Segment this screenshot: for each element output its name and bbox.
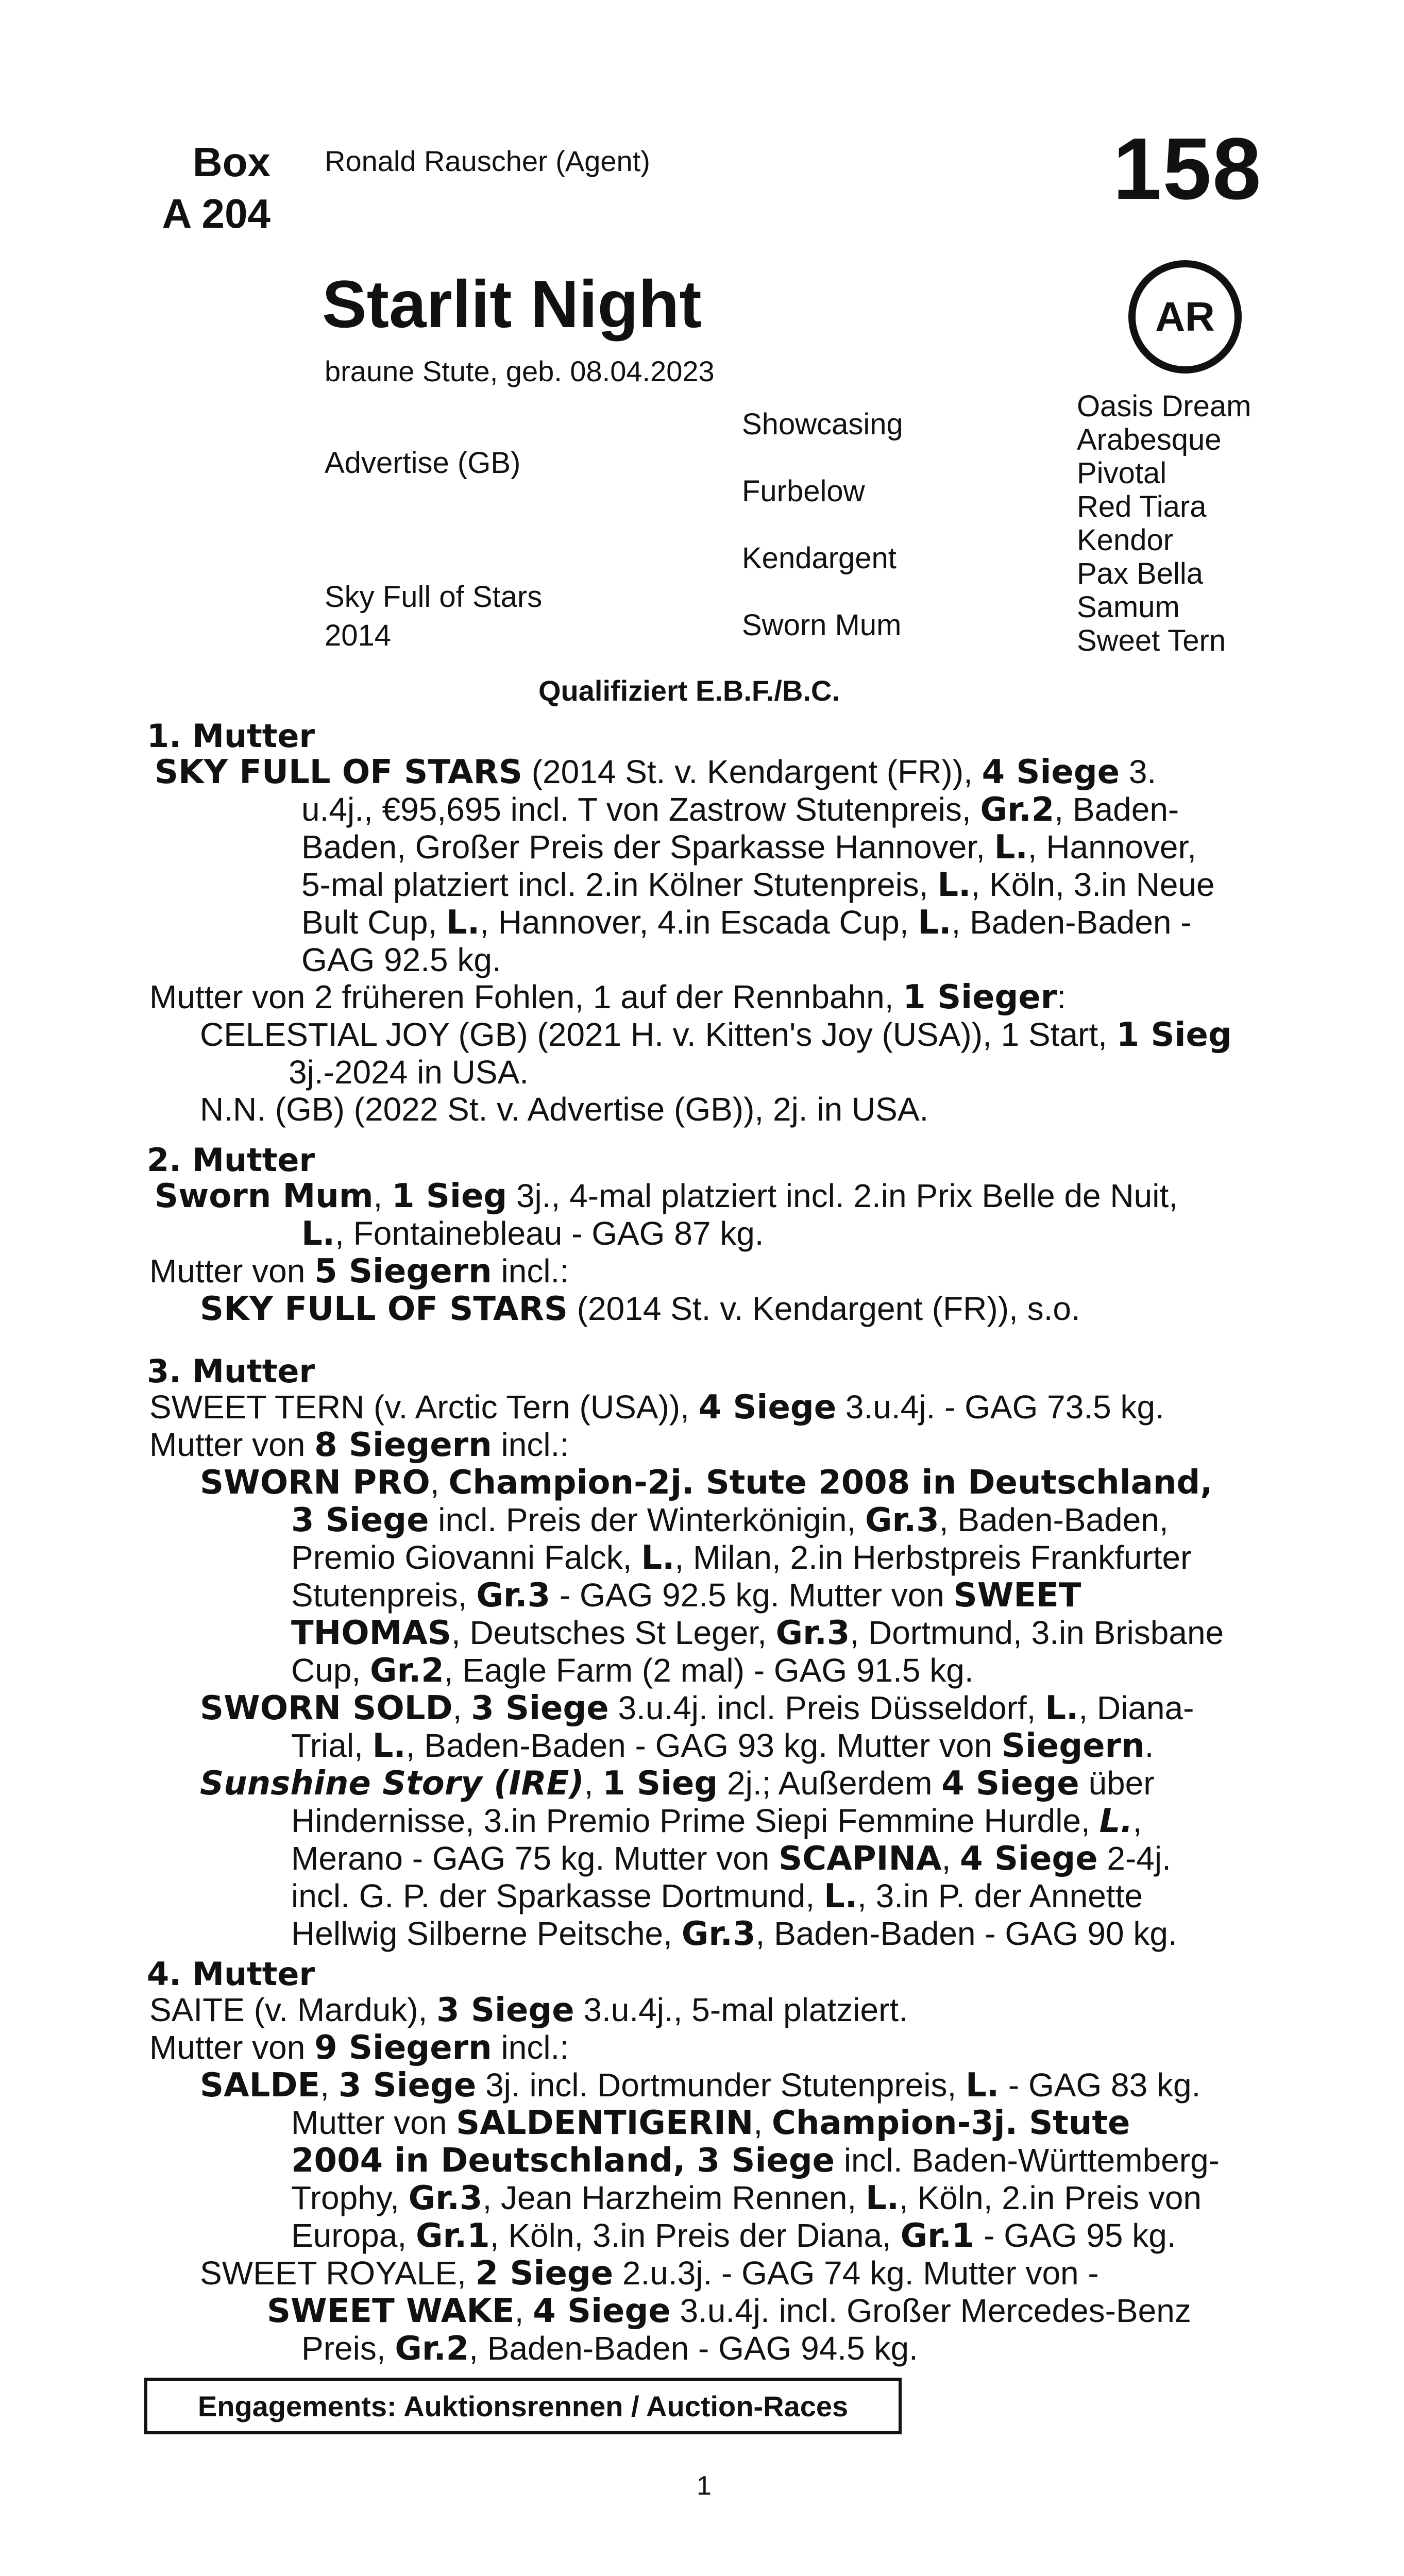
text: , Baden-Baden - GAG 93 kg. Mutter von	[405, 1727, 1002, 1764]
text: ,	[430, 1464, 449, 1501]
wins: 2 Siege	[475, 2255, 614, 2293]
m2-line	[155, 1215, 1262, 1252]
engagements-box	[144, 2378, 902, 2434]
text: , Fontainebleau - GAG 87 kg.	[335, 1215, 764, 1252]
wins: 4 Siege	[982, 753, 1120, 791]
m2-line	[155, 1177, 1262, 1215]
text: incl. Preis der Winterkönigin,	[429, 1501, 865, 1538]
text: Trial,	[291, 1727, 373, 1764]
m4-line	[149, 1991, 1262, 2029]
pedigree-dam: Sky Full of Stars	[325, 580, 543, 614]
pedigree-grandparent: Furbelow	[742, 474, 865, 508]
text: , Baden-Baden - GAG 94.5 kg.	[469, 2330, 918, 2367]
engagements-text: Engagements: Auktionsrennen / Auction-Races	[197, 2389, 849, 2422]
section-m2	[149, 1177, 1262, 1328]
text: Mutter von	[291, 2104, 456, 2141]
box-number: A 204	[162, 191, 270, 236]
page-number: 1	[697, 2471, 712, 2501]
text: 3.u.4j. incl. Preis Düsseldorf,	[608, 1689, 1045, 1726]
text: , Baden-Baden -	[951, 904, 1192, 941]
m3-line	[155, 1877, 1262, 1915]
horse-name: Starlit Night	[322, 266, 702, 342]
m1-line: GAG 92.5 kg.	[301, 941, 501, 978]
m3-line	[155, 1539, 1262, 1577]
grade: L.	[446, 904, 480, 942]
text: Mutter von	[149, 1426, 315, 1463]
m3-line	[155, 1577, 1262, 1614]
text: 3.u.4j. incl. Großer Mercedes-Benz	[670, 2292, 1191, 2329]
m1-line	[155, 791, 1262, 828]
agent-name: Ronald Rauscher (Agent)	[325, 145, 650, 177]
horse-ref: Sworn Mum	[155, 1177, 374, 1215]
pedigree-great-grandparent: Oasis Dream	[1077, 389, 1251, 423]
horse-ref: SWEET	[953, 1577, 1081, 1615]
section-title-m1: 1. Mutter	[147, 717, 315, 755]
text: u.4j., €95,695 incl. T von Zastrow Stutenpreis,	[301, 791, 980, 828]
text: - GAG 95 kg.	[974, 2217, 1176, 2254]
wins: 4 Siege	[941, 1765, 1079, 1803]
grade: Gr.3	[408, 2179, 483, 2217]
text: 3j., 4-mal platziert incl. 2.in Prix Belle de Nuit,	[507, 1177, 1178, 1214]
m4-line	[155, 2292, 1262, 2330]
wins: Siegern	[1001, 1727, 1145, 1765]
text: , Deutsches St Leger,	[451, 1614, 776, 1651]
m4-line	[149, 2029, 1262, 2066]
wins: 9 Siegern	[314, 2029, 492, 2067]
m3-line	[155, 1840, 1262, 1877]
horse-ref: SKY FULL OF STARS	[155, 753, 522, 791]
champion: Champion-2j. Stute 2008 in Deutschland,	[448, 1464, 1213, 1502]
pedigree-great-grandparent: Red Tiara	[1077, 490, 1207, 523]
text: Trophy,	[291, 2179, 409, 2216]
pedigree-great-grandparent: Samum	[1077, 590, 1180, 624]
m4-line	[155, 2217, 1262, 2255]
wins: 8 Siegern	[314, 1426, 492, 1464]
text: Mutter von 2 früheren Fohlen, 1 auf der Rennbahn,	[149, 978, 903, 1015]
text: incl. Baden-Württemberg-	[835, 2142, 1220, 2179]
text: Stutenpreis,	[291, 1577, 477, 1614]
grade: Gr.1	[415, 2217, 490, 2255]
text: Bult Cup,	[301, 904, 447, 941]
m3-line	[155, 1727, 1262, 1765]
text: 2-4j.	[1097, 1840, 1171, 1877]
text: Europa,	[291, 2217, 416, 2254]
wins: 4 Siege	[698, 1388, 837, 1427]
horse-ref: SKY FULL OF STARS	[200, 1290, 568, 1328]
m3-line	[155, 1802, 1262, 1840]
grade: Gr.3	[865, 1501, 939, 1539]
box-line1: Box	[192, 139, 270, 185]
m3-line	[155, 1765, 1262, 1802]
m1-line	[149, 978, 1262, 1016]
text: SAITE (v. Marduk),	[149, 1991, 437, 2028]
pedigree-grandparent: Sworn Mum	[742, 608, 902, 642]
text: , Baden-Baden,	[939, 1501, 1169, 1538]
lot-number: 158	[1113, 120, 1262, 218]
grade: L.	[1045, 1689, 1079, 1727]
champion: 2004 in Deutschland, 3 Siege	[291, 2142, 835, 2180]
m1-line	[155, 753, 1262, 791]
wins: 1 Sieg	[392, 1177, 508, 1215]
m1-line: N.N. (GB) (2022 St. v. Advertise (GB)), 2j. in USA.	[200, 1091, 929, 1128]
grade: Gr.2	[369, 1652, 444, 1690]
wins: 1 Sieg	[602, 1765, 718, 1803]
box-label	[124, 137, 270, 240]
section-m4	[149, 1991, 1262, 2368]
grade: L.	[918, 904, 952, 942]
text: , Köln, 3.in Preis der Diana,	[489, 2217, 901, 2254]
m4-line	[155, 2330, 1262, 2367]
text: über	[1079, 1765, 1155, 1802]
text: , Jean Harzheim Rennen,	[482, 2179, 866, 2216]
horse-ref: SWEET WAKE	[267, 2292, 515, 2330]
grade: Gr.3	[476, 1577, 551, 1615]
grade: Gr.1	[900, 2217, 975, 2255]
text: Hindernisse, 3.in Premio Prime Siepi Femmine Hurdle,	[291, 1802, 1099, 1839]
pedigree-dam-year: 2014	[325, 619, 392, 652]
text: , Hannover,	[1027, 828, 1197, 866]
text: , Eagle Farm (2 mal) - GAG 91.5 kg.	[444, 1652, 974, 1689]
grade: Gr.2	[980, 791, 1055, 829]
text: Preis,	[301, 2330, 395, 2367]
text: , Diana-	[1078, 1689, 1194, 1726]
m1-line: 3j.-2024 in USA.	[289, 1054, 529, 1091]
wins: 4 Siege	[533, 2292, 671, 2330]
horse-ref: SALDENTIGERIN	[456, 2104, 754, 2142]
text: - GAG 92.5 kg. Mutter von	[550, 1577, 954, 1614]
text: , Dortmund, 3.in Brisbane	[850, 1614, 1224, 1651]
text: (2014 St. v. Kendargent (FR)), s.o.	[567, 1290, 1080, 1327]
text: Hellwig Silberne Peitsche,	[291, 1915, 682, 1952]
ar-badge-label: AR	[1155, 294, 1215, 340]
pedigree-grandparent: Kendargent	[742, 541, 896, 575]
text: SWEET ROYALE,	[200, 2255, 476, 2292]
m1-line	[155, 904, 1262, 941]
pedigree-grandparent: Showcasing	[742, 408, 903, 441]
text: 3.u.4j., 5-mal platziert.	[574, 1991, 908, 2028]
horse-ref: SALDE	[200, 2066, 320, 2105]
grade: Gr.3	[681, 1915, 756, 1953]
grade: L.	[994, 828, 1028, 867]
grade: L.	[1099, 1802, 1133, 1840]
grade: L.	[966, 2066, 1000, 2105]
text: ,	[320, 2066, 339, 2104]
text: , Milan, 2.in Herbstpreis Frankfurter	[674, 1539, 1192, 1576]
text: ,	[1132, 1802, 1142, 1839]
horse-ref: SWORN SOLD	[200, 1689, 453, 1727]
m1-line	[155, 1016, 1262, 1054]
text: 2.u.3j. - GAG 74 kg. Mutter von -	[613, 2255, 1099, 2292]
text: incl.:	[492, 1252, 569, 1290]
pedigree-great-grandparent: Arabesque	[1077, 423, 1222, 456]
wins: 5 Siegern	[314, 1252, 492, 1291]
section-m3	[149, 1388, 1262, 1953]
text: 2j.; Außerdem	[718, 1765, 942, 1802]
grade: L.	[865, 2179, 900, 2217]
grade: L.	[641, 1539, 675, 1577]
text: incl.:	[492, 1426, 569, 1463]
text: CELESTIAL JOY (GB) (2021 H. v. Kitten's Joy (USA)), 1 Start,	[200, 1016, 1117, 1053]
m4-line	[155, 2066, 1262, 2104]
m3-line	[155, 1614, 1262, 1652]
section-title-m2: 2. Mutter	[147, 1141, 315, 1179]
text: ,	[584, 1765, 603, 1802]
text: 3.u.4j. - GAG 73.5 kg.	[836, 1388, 1164, 1426]
text: Baden, Großer Preis der Sparkasse Hannover,	[301, 828, 994, 866]
m3-line	[155, 1501, 1262, 1539]
m1-line	[155, 828, 1262, 866]
grade: L.	[301, 1215, 335, 1253]
m3-line	[149, 1388, 1262, 1426]
text: Mutter von	[149, 2029, 315, 2066]
text: ,	[941, 1840, 960, 1877]
qualification: Qualifiziert E.B.F./B.C.	[538, 674, 840, 707]
text: , Hannover, 4.in Escada Cup,	[480, 904, 918, 941]
horse-description: braune Stute, geb. 08.04.2023	[325, 355, 715, 387]
horse-ref: SCAPINA	[779, 1840, 942, 1878]
grade: L.	[823, 1877, 858, 1916]
text: Merano - GAG 75 kg. Mutter von	[291, 1840, 779, 1877]
m2-line	[155, 1290, 1262, 1328]
horse-ref: SWORN PRO	[200, 1464, 430, 1502]
text: , Köln, 2.in Preis von	[899, 2179, 1202, 2216]
wins: 3 Siege	[436, 1991, 574, 2029]
pedigree-great-grandparent: Pax Bella	[1077, 557, 1204, 590]
text: ,	[514, 2292, 533, 2329]
text: , 3.in P. der Annette	[857, 1877, 1143, 1914]
text: - GAG 83 kg.	[999, 2066, 1201, 2104]
text: , Baden-	[1054, 791, 1179, 828]
ar-badge	[1128, 260, 1242, 374]
m3-line	[149, 1426, 1262, 1464]
champion: Champion-3j. Stute	[771, 2104, 1130, 2142]
m3-line	[155, 1915, 1262, 1953]
text: :	[1057, 978, 1067, 1015]
wins: 1 Sieger	[903, 978, 1057, 1016]
section-title-m4: 4. Mutter	[147, 1955, 315, 1993]
m2-line	[149, 1252, 1262, 1290]
text: Mutter von	[149, 1252, 315, 1290]
section-m1	[149, 753, 1262, 1128]
grade: L.	[937, 866, 971, 904]
grade: Gr.3	[775, 1614, 850, 1652]
section-title-m3: 3. Mutter	[147, 1352, 315, 1390]
text: 3.	[1120, 753, 1157, 790]
m4-line	[155, 2255, 1262, 2292]
text: incl. G. P. der Sparkasse Dortmund,	[291, 1877, 824, 1914]
text: ,	[753, 2104, 772, 2141]
pedigree-great-grandparent: Kendor	[1077, 523, 1174, 557]
wins: 3 Siege	[471, 1689, 609, 1727]
wins: 4 Siege	[960, 1840, 1098, 1878]
wins: 3 Siege	[338, 2066, 477, 2105]
m4-line	[155, 2142, 1262, 2179]
horse-ref: THOMAS	[291, 1614, 451, 1652]
text: Premio Giovanni Falck,	[291, 1539, 641, 1576]
text: 5-mal platziert incl. 2.in Kölner Stutenpreis,	[301, 866, 938, 903]
text: , Baden-Baden - GAG 90 kg.	[755, 1915, 1177, 1952]
text: (2014 St. v. Kendargent (FR)),	[522, 753, 982, 790]
grade: L.	[372, 1727, 406, 1765]
m3-line	[155, 1652, 1262, 1689]
pedigree-sire: Advertise (GB)	[325, 446, 521, 480]
text: , Köln, 3.in Neue	[971, 866, 1215, 903]
m4-line	[155, 2179, 1262, 2217]
pedigree-great-grandparent: Pivotal	[1077, 456, 1167, 490]
text: ,	[373, 1177, 392, 1214]
wins: 1 Sieg	[1116, 1016, 1232, 1054]
text: .	[1144, 1727, 1154, 1764]
pedigree-great-grandparent: Sweet Tern	[1077, 624, 1226, 657]
text: ,	[452, 1689, 471, 1726]
m3-line	[155, 1689, 1262, 1727]
text: SWEET TERN (v. Arctic Tern (USA)),	[149, 1388, 699, 1426]
text: 3j. incl. Dortmunder Stutenpreis,	[476, 2066, 966, 2104]
text: incl.:	[492, 2029, 569, 2066]
m1-line	[155, 866, 1262, 904]
text: Cup,	[291, 1652, 370, 1689]
m3-line	[155, 1464, 1262, 1501]
m4-line	[155, 2104, 1262, 2142]
horse-ref: Sunshine Story (IRE)	[200, 1765, 584, 1803]
grade: Gr.2	[395, 2330, 469, 2368]
wins: 3 Siege	[291, 1501, 429, 1539]
